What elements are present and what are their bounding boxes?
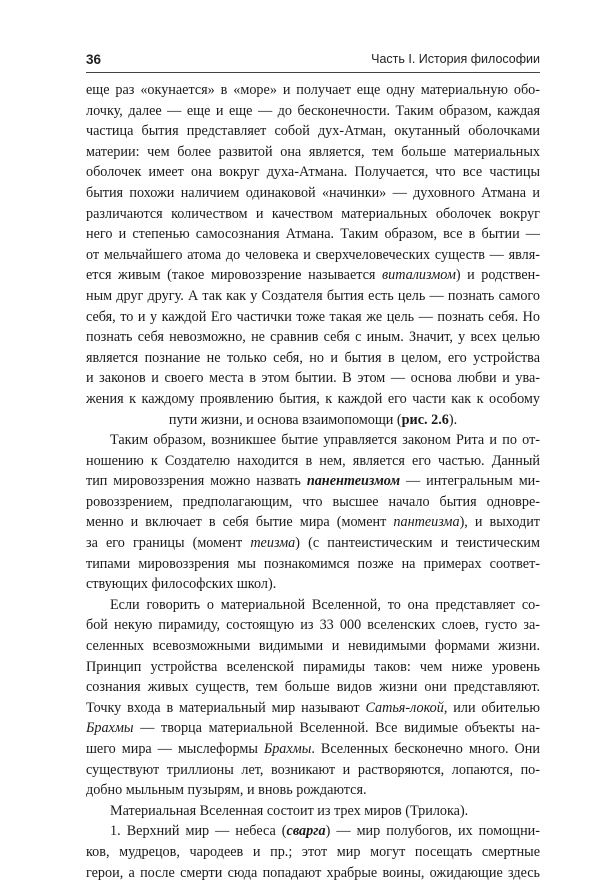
text-line: материи: чем более развитой она является, тем больше материальных <box>86 143 540 160</box>
text-line: Материальная Вселенная состоит из трех миров (Трилока). <box>110 802 469 819</box>
text-line: ным друг другу. А так как у Создателя бытия есть цель — познать самого <box>86 287 540 304</box>
text-line: Если говорить о материальной Вселенной, то она представляет со- <box>110 596 540 613</box>
text-line: за его границы (момент теизма) (с пантеистическим и теистическим <box>86 535 540 552</box>
text-line: герои, а после смерти сюда попадают храбрые воины, ожидающие здесь <box>86 864 540 881</box>
text-line: различаются количеством и качеством материальных оболочек вокруг <box>86 205 540 222</box>
text-line: типами мировоззрения мы познакомимся позже на примерах соответ- <box>86 555 540 572</box>
text-line: является познание не только себя, но и бытия в целом, его устройства <box>86 349 540 366</box>
text-line: частица бытия представляет собой дух-Атман, окутанный оболочками <box>86 123 540 140</box>
text-line: познать себя невозможно, не сравнив себя с иным. Значит, у всех целью <box>86 329 540 346</box>
text-line: ется живым (такое мировоззрение называется витализмом) и родствен- <box>86 267 541 284</box>
text-line: еще раз «окунается» в «море» и получает еще одну материальную обо- <box>86 82 540 98</box>
term-svarga: сварга <box>286 823 326 840</box>
text-line: ков, мудрецов, чародеев и пр.; этот мир могут посещать смертные <box>86 843 540 860</box>
term-pantheism: пантеизма <box>393 514 460 531</box>
text-line: Принцип устройства вселенской пирамиды таков: чем ниже уровень <box>86 658 540 675</box>
text-line: существуют триллионы лет, возникают и растворяются, лопаются, по- <box>86 761 540 778</box>
text-line: Точку входа в материальный мир называют Сатья-локой, или обителью <box>86 699 540 716</box>
figure-reference: рис. 2.6 <box>401 411 449 428</box>
text-line: жения к каждому проявлению бытия, к каждой его части как к особому <box>86 390 540 407</box>
text-body <box>86 80 540 883</box>
text-line: оболочек имеет она вокруг духа-Атмана. Получается, что все частицы <box>86 164 540 181</box>
term-theism: теизма <box>250 535 296 552</box>
text-line: Брахмы — творца материальной Вселенной. Все видимые объекты на- <box>86 720 540 737</box>
header-rule <box>86 72 540 73</box>
text-line: от мельчайшего атома до человека и сверхчеловеческих существ — явля- <box>86 246 540 263</box>
text-line: сознания живых существ, тем больше видов жизни они представляют. <box>86 679 540 696</box>
text-line: ношению к Создателю находится в нем, является его частью. Данный <box>86 452 540 469</box>
paragraph-1 <box>86 80 540 430</box>
text-line: себя, то и у каждой Его частички тоже такая же цель — познать себя. Но <box>86 308 540 325</box>
paragraph-5 <box>86 821 540 883</box>
text-line: тип мировоззрения можно назвать панентеизмом — интегральным ми- <box>86 473 540 490</box>
part-title: Часть I. История философии <box>371 52 540 66</box>
paragraph-3 <box>86 595 540 801</box>
text-line: 1. Верхний мир — небеса (сварга) — мир полубогов, их помощни- <box>110 823 540 840</box>
text-line: пути жизни, и основа взаимопомощи (рис. 2.6). <box>168 411 458 428</box>
text-line: Таким образом, возникшее бытие управляется законом Рита и по от- <box>110 432 540 449</box>
text-line: шего мира — мыслеформы Брахмы. Вселенных бесконечно много. Они <box>86 741 540 757</box>
page-number: 36 <box>86 52 102 67</box>
term-brahma: Брахмы <box>86 720 134 737</box>
term-vitalism: витализмом <box>381 267 456 284</box>
text-line: и законов и своего места в этом бытии. В этом — основа любви и ува- <box>86 370 540 387</box>
text-line: менно и включает в себя бытие мира (момент пантеизма), и выходит <box>86 514 540 531</box>
term-satya-loka: Сатья-локой <box>365 699 444 716</box>
text-line: добно мыльным пузырям, и вновь рождаются. <box>86 782 367 799</box>
text-line: ствующих философских школ). <box>86 576 277 593</box>
text-line: селенных всевозможными видимыми и невидимыми формами жизни. <box>86 638 540 655</box>
term-brahma: Брахмы <box>263 741 312 757</box>
paragraph-4 <box>86 801 540 822</box>
term-panentheism: панентеизмом <box>306 473 401 490</box>
text-line: бытия похожи наличием одинаковой «начинки» — духовного Атмана и <box>86 184 540 201</box>
text-line: лочку, далее — еще и еще — до бесконечности. Таким образом, каждая <box>86 102 540 119</box>
text-line: него и степенью самосознания Атмана. Таким образом, все в бытии — <box>86 226 540 243</box>
paragraph-2 <box>86 430 540 595</box>
text-line: ровоззрением, предполагающим, что высшее начало бытия одновре- <box>86 493 540 510</box>
running-head <box>86 52 540 70</box>
text-line: бой некую пирамиду, состоящую из 33 000 вселенских слоев, густо за- <box>86 617 540 634</box>
